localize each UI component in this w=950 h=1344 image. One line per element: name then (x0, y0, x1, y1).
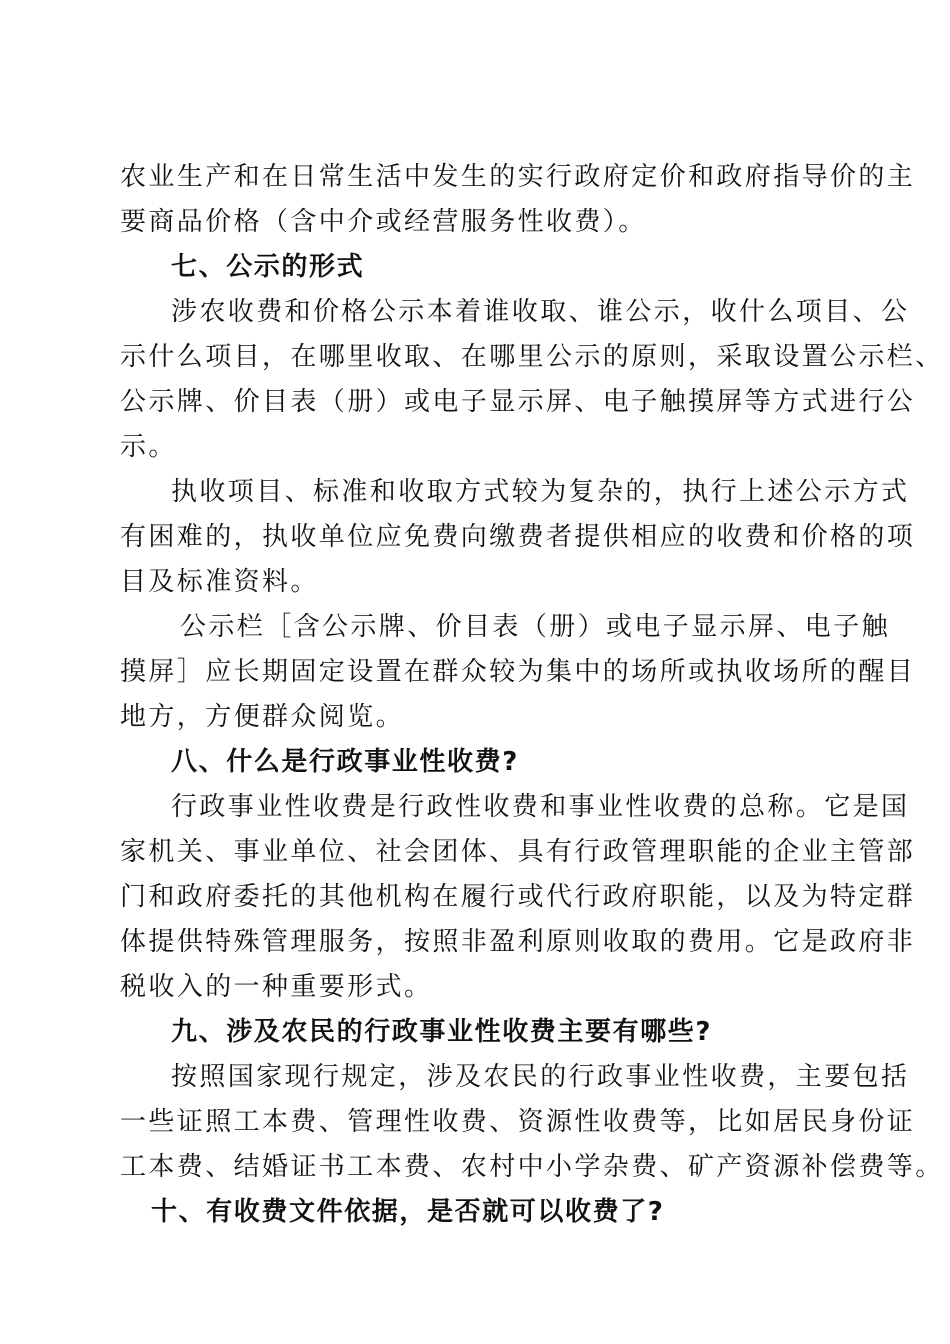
paragraph-line: 摸屏］应长期固定设置在群众较为集中的场所或执收场所的醒目 (120, 657, 916, 687)
paragraph-line: 示。 (120, 432, 177, 462)
paragraph-line: 公示牌、价目表（册）或电子显示屏、电子触摸屏等方式进行公 (120, 387, 916, 417)
paragraph-line: 涉农收费和价格公示本着谁收取、谁公示，收什么项目、公 (171, 297, 910, 327)
paragraph-line: 体提供特殊管理服务，按照非盈利原则收取的费用。它是政府非 (120, 927, 916, 957)
paragraph-line: 地方，方便群众阅览。 (120, 702, 405, 732)
section-heading-9: 九、涉及农民的行政事业性收费主要有哪些? (171, 1017, 713, 1047)
paragraph-line: 有困难的，执收单位应免费向缴费者提供相应的收费和价格的项 (120, 522, 916, 552)
paragraph-line: 按照国家现行规定，涉及农民的行政事业性收费，主要包括 (171, 1062, 910, 1092)
section-heading-7: 七、公示的形式 (171, 252, 365, 282)
paragraph-line: 税收入的一种重要形式。 (120, 972, 433, 1002)
paragraph-line: 一些证照工本费、管理性收费、资源性收费等，比如居民身份证 (120, 1107, 916, 1137)
paragraph-line: 家机关、事业单位、社会团体、具有行政管理职能的企业主管部 (120, 837, 916, 867)
paragraph-line: 公示栏［含公示牌、价目表（册）或电子显示屏、电子触 (180, 612, 891, 642)
paragraph-line: 农业生产和在日常生活中发生的实行政府定价和政府指导价的主 (120, 162, 916, 192)
paragraph-line: 门和政府委托的其他机构在履行或代行政府职能，以及为特定群 (120, 882, 916, 912)
paragraph-line: 工本费、结婚证书工本费、农村中小学杂费、矿产资源补偿费等。 (120, 1152, 944, 1182)
paragraph-line: 执收项目、标准和收取方式较为复杂的，执行上述公示方式 (171, 477, 910, 507)
paragraph-line: 示什么项目，在哪里收取、在哪里公示的原则，采取设置公示栏、 (120, 342, 944, 372)
paragraph-line: 行政事业性收费是行政性收费和事业性收费的总称。它是国 (171, 792, 910, 822)
section-heading-8: 八、什么是行政事业性收费? (171, 747, 519, 777)
paragraph-line: 要商品价格（含中介或经营服务性收费）。 (120, 207, 647, 237)
paragraph-line: 目及标准资料。 (120, 567, 319, 597)
section-heading-10: 十、有收费文件依据，是否就可以收费了? (151, 1197, 665, 1227)
